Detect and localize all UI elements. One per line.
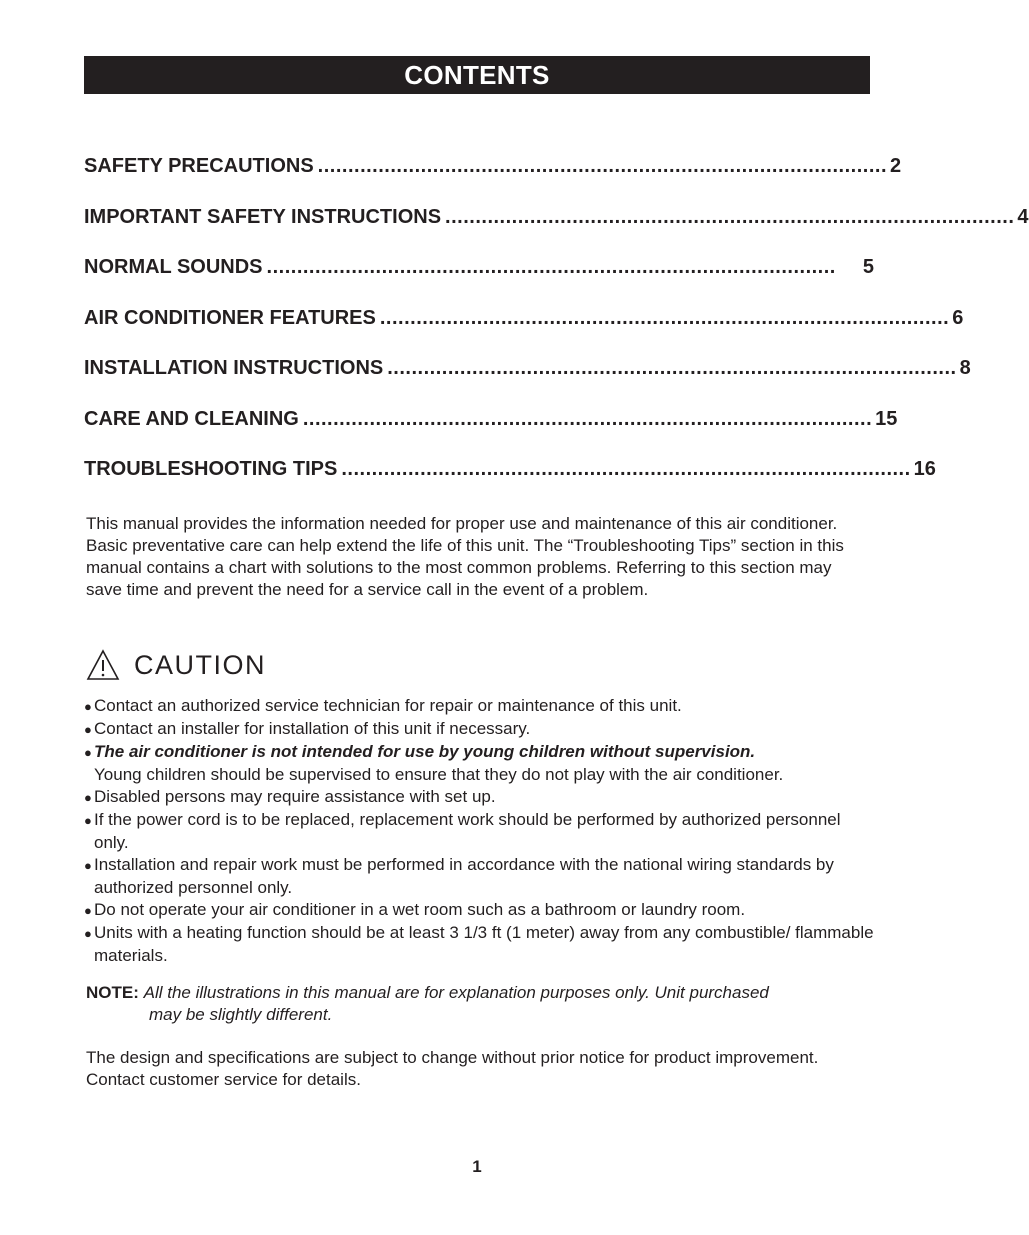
- toc-entry[interactable]: [84, 458, 936, 509]
- bullet-icon: ●: [84, 722, 92, 737]
- bullet-icon: ●: [84, 858, 92, 873]
- toc-entry-label: SAFETY PRECAUTIONS: [84, 155, 314, 177]
- toc-entry-label: NORMAL SOUNDS: [84, 256, 263, 278]
- toc-entry[interactable]: [84, 256, 874, 307]
- contents-title: CONTENTS: [84, 56, 870, 94]
- note-label: NOTE:: [86, 983, 139, 1002]
- toc-entry-label: IMPORTANT SAFETY INSTRUCTIONS: [84, 205, 442, 228]
- toc-entry[interactable]: [84, 205, 1029, 257]
- note-block: [86, 982, 856, 1026]
- toc-entry-page: 16: [913, 458, 936, 480]
- caution-item: ● Disabled persons may require assistance with set up.: [84, 786, 874, 809]
- toc-entry[interactable]: [84, 407, 898, 459]
- toc-entry-page: 4: [1017, 205, 1029, 228]
- toc-leader-dots: ..............................................................................................: [341, 458, 911, 480]
- toc-entry-label: INSTALLATION INSTRUCTIONS: [84, 357, 384, 379]
- toc-entry-page: 15: [875, 407, 898, 430]
- note-text: All the illustrations in this manual are for explanation purposes only. Unit purchased: [143, 983, 769, 1002]
- bullet-icon: ●: [84, 903, 92, 918]
- toc-leader-dots: ..............................................................................................: [317, 155, 887, 177]
- caution-item: ● Contact an installer for installation of this unit if necessary.: [84, 718, 874, 741]
- caution-list: [84, 695, 874, 967]
- caution-item: ● If the power cord is to be replaced, replacement work should be performed by authorized personnel only.: [84, 810, 841, 852]
- toc-entry-page: 8: [959, 357, 971, 379]
- caution-label: CAUTION: [134, 649, 266, 680]
- table-of-contents: [84, 155, 1029, 509]
- toc-leader-dots: ..............................................................................................: [266, 256, 836, 278]
- caution-item: ● Units with a heating function should be at least 3 1/3 ft (1 meter) away from any combustible/ flammable materials.: [84, 923, 874, 965]
- warning-triangle-icon: [86, 649, 120, 681]
- toc-entry-label: CARE AND CLEANING: [84, 407, 299, 430]
- caution-item: ● Installation and repair work must be performed in accordance with the national wiring standards by authorized personnel only.: [84, 855, 834, 897]
- page-number: 1: [472, 1157, 482, 1176]
- toc-entry-label: AIR CONDITIONER FEATURES: [84, 306, 376, 329]
- toc-leader-dots: ..............................................................................................: [379, 306, 950, 329]
- bullet-icon: ●: [84, 813, 92, 828]
- note-text-continued: may be slightly different.: [149, 1005, 333, 1024]
- toc-entry-label: TROUBLESHOOTING TIPS: [84, 458, 338, 480]
- toc-entry[interactable]: [84, 357, 971, 408]
- design-notice: The design and specifications are subject to change without prior notice for product improvement. Contact customer service for details.: [86, 1048, 819, 1089]
- bullet-icon: ●: [84, 745, 92, 760]
- caution-item: ● Contact an authorized service technician for repair or maintenance of this unit.: [84, 695, 874, 718]
- caution-heading: [86, 649, 266, 681]
- caution-item: ● The air conditioner is not intended for use by young children without supervision. Young children should be supervised to ensure that they do not play with the air conditioner.: [84, 742, 784, 784]
- toc-entry[interactable]: [84, 155, 902, 206]
- toc-leader-dots: ..............................................................................................: [387, 357, 957, 379]
- caution-item: ● Do not operate your air conditioner in a wet room such as a bathroom or laundry room.: [84, 899, 874, 922]
- caution-item-emphasis: The air conditioner is not intended for use by young children without supervision.: [94, 742, 756, 761]
- toc-entry-page: 5: [862, 256, 874, 278]
- toc-leader-dots: ..............................................................................................: [302, 407, 873, 430]
- intro-paragraph: This manual provides the information needed for proper use and maintenance of this air conditioner. Basic preventative care can help extend the life of this unit. The “Troubleshooting Tips” section in this manual contains a chart with solutions to the most common problems. Referring to this section may save time and prevent the need for a service call in the event of a problem.: [86, 514, 844, 599]
- bullet-icon: ●: [84, 699, 92, 714]
- toc-leader-dots: ..............................................................................................: [445, 205, 1015, 228]
- toc-entry-page: 6: [952, 306, 964, 329]
- bullet-icon: ●: [84, 926, 92, 941]
- bullet-icon: ●: [84, 790, 92, 805]
- toc-entry[interactable]: [84, 306, 964, 358]
- toc-entry-page: 2: [890, 155, 902, 177]
